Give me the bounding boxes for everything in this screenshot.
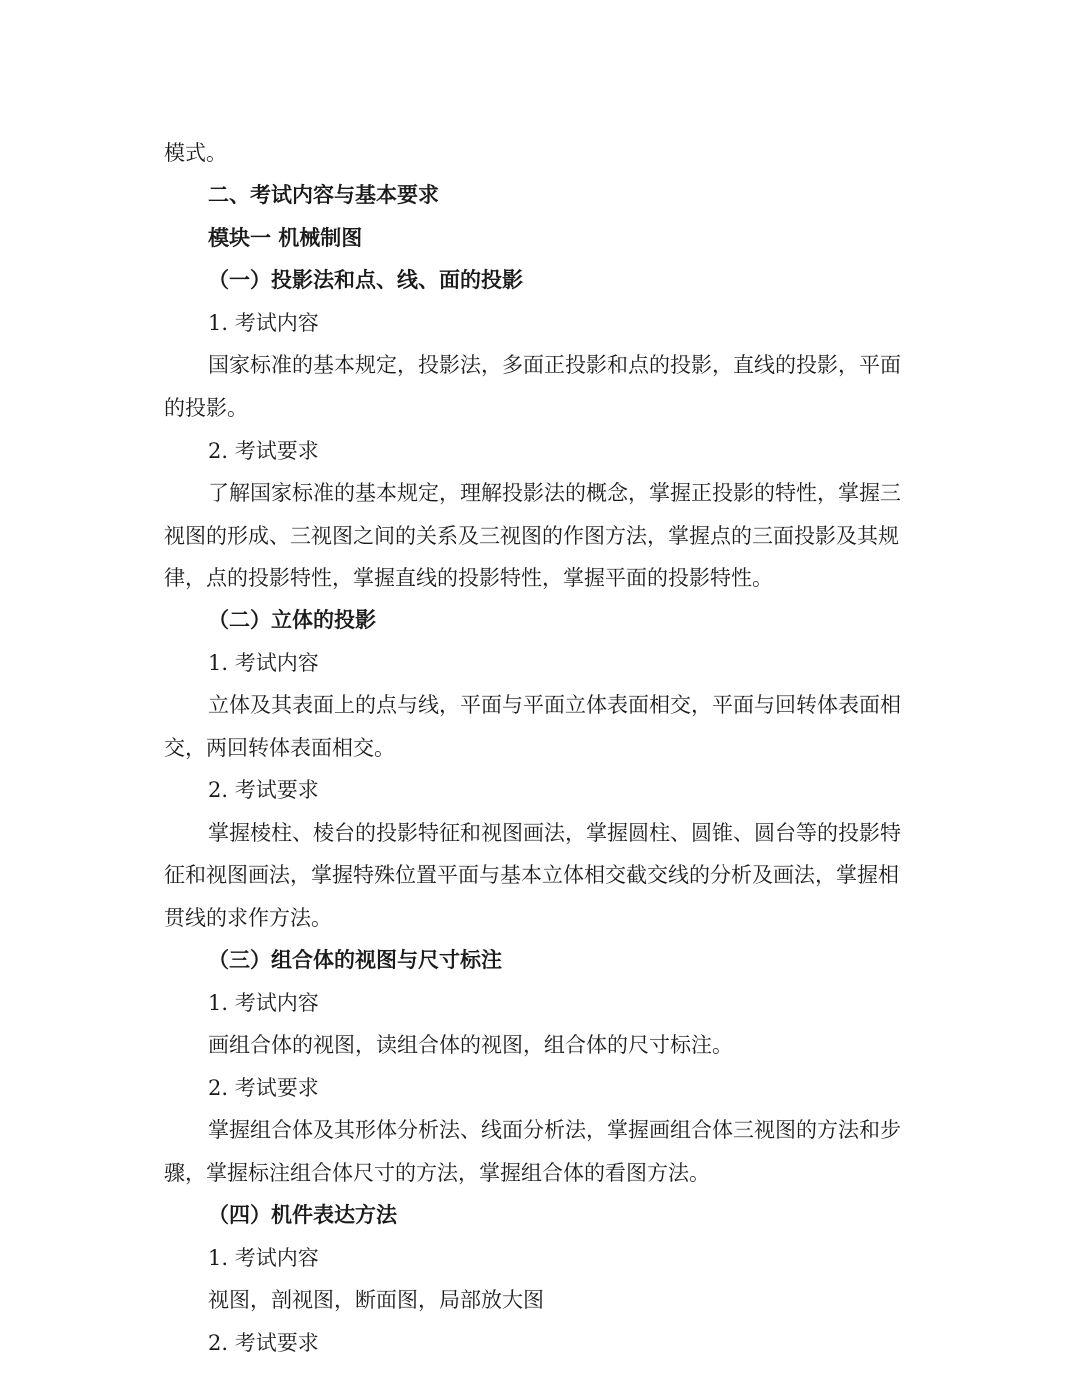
paragraph-line: 视图的形成、三视图之间的关系及三视图的作图方法，掌握点的三面投影及其规 — [164, 524, 899, 548]
subsection-heading: （一）投影法和点、线、面的投影 — [208, 268, 523, 292]
section-heading: 二、考试内容与基本要求 — [208, 183, 439, 207]
module-heading: 模块一 机械制图 — [208, 226, 363, 250]
item-heading: 2. 考试要求 — [208, 1331, 319, 1355]
paragraph-line: 视图，剖视图，断面图，局部放大图 — [208, 1288, 544, 1312]
paragraph-line: 征和视图画法，掌握特殊位置平面与基本立体相交截交线的分析及画法，掌握相 — [164, 863, 899, 887]
subsection-heading: （四）机件表达方法 — [208, 1203, 397, 1227]
paragraph-line: 画组合体的视图，读组合体的视图，组合体的尺寸标注。 — [208, 1033, 733, 1057]
item-heading: 1. 考试内容 — [208, 311, 319, 335]
paragraph-line: 国家标准的基本规定，投影法，多面正投影和点的投影，直线的投影，平面 — [208, 353, 901, 377]
paragraph-line: 贯线的求作方法。 — [164, 906, 332, 930]
paragraph-line: 立体及其表面上的点与线，平面与平面立体表面相交，平面与回转体表面相 — [208, 693, 901, 717]
subsection-heading: （二）立体的投影 — [208, 608, 376, 632]
paragraph-line: 了解国家标准的基本规定，理解投影法的概念，掌握正投影的特性，掌握三 — [208, 481, 901, 505]
paragraph-line: 骤，掌握标注组合体尺寸的方法，掌握组合体的看图方法。 — [164, 1161, 710, 1185]
item-heading: 2. 考试要求 — [208, 778, 319, 802]
item-heading: 1. 考试内容 — [208, 1246, 319, 1270]
item-heading: 1. 考试内容 — [208, 991, 319, 1015]
paragraph-line: 的投影。 — [164, 396, 248, 420]
subsection-heading: （三）组合体的视图与尺寸标注 — [208, 948, 502, 972]
item-heading: 2. 考试要求 — [208, 439, 319, 463]
item-heading: 2. 考试要求 — [208, 1076, 319, 1100]
paragraph-continuation: 模式。 — [164, 141, 227, 165]
paragraph-line: 交，两回转体表面相交。 — [164, 736, 395, 760]
paragraph-line: 掌握组合体及其形体分析法、线面分析法，掌握画组合体三视图的方法和步 — [208, 1118, 901, 1142]
paragraph-line: 掌握棱柱、棱台的投影特征和视图画法，掌握圆柱、圆锥、圆台等的投影特 — [208, 821, 901, 845]
item-heading: 1. 考试内容 — [208, 651, 319, 675]
paragraph-line: 律，点的投影特性，掌握直线的投影特性，掌握平面的投影特性。 — [164, 566, 773, 590]
